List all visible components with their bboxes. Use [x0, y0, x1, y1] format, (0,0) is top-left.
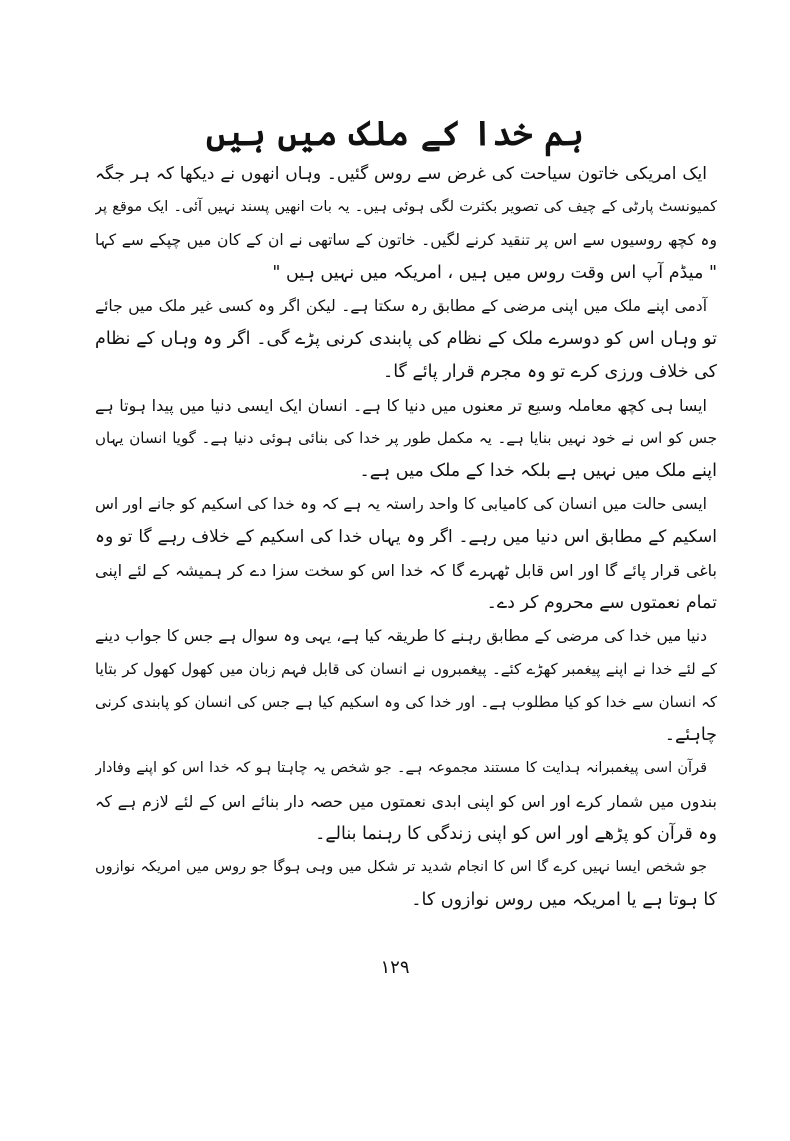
- paragraph: [95, 752, 717, 851]
- text-line: چاہئے۔: [664, 725, 717, 745]
- text-line: وہ قرآن کو پڑھے اور اس کو اپنی زندگی کا رہنما بنالے۔: [315, 824, 717, 844]
- text-line: ایسا ہی کچھ معاملہ وسیع تر معنوں میں دنیا کا ہے۔ انسان ایک ایسی دنیا میں پیدا ہوتا ہے: [95, 396, 707, 415]
- text-line: تو وہاں اس کو دوسرے ملک کے نظام کی پابندی کرنی پڑے گی۔ اگر وہ وہاں کے نظام: [95, 329, 717, 349]
- text-line: کا ہوتا ہے یا امریکہ میں روس نوازوں کا۔: [411, 890, 717, 910]
- text-line: وہ کچھ روسیوں سے اس پر تنقید کرنے لگیں۔ خاتون کے ساتھی نے ان کے کان میں چپکے سے کہا: [95, 231, 717, 249]
- text-line: تمام نعمتوں سے محروم کر دے۔: [486, 593, 717, 613]
- text-line: دنیا میں خدا کی مرضی کے مطابق رہنے کا طریقہ کیا ہے، یہی وہ سوال ہے جس کا جواب دینے: [95, 627, 707, 645]
- text-line: بندوں میں شمار کرے اور اس کو اپنی ابدی نعمتوں میں حصہ دار بنائے اس کے لئے لازم ہے کہ: [95, 792, 717, 811]
- text-line: کی خلاف ورزی کرے تو وہ مجرم قرار پائے گا۔: [382, 362, 717, 382]
- text-line: کہ انسان سے خدا کو کیا مطلوب ہے۔ اور خدا کی وہ اسکیم کیا ہے جس کی انسان کو پابندی کرنی: [95, 693, 717, 711]
- paragraph: [95, 620, 717, 752]
- paragraph: [95, 488, 717, 620]
- text-line: ایک امریکی خاتون سیاحت کی غرض سے روس گئیں۔ وہاں انھوں نے دیکھا کہ ہر جگہ: [95, 164, 707, 184]
- text-line: کے لئے خدا نے اپنے پیغمبر کھڑے کئے۔ پیغمبروں نے انسان کی قابل فہم زبان میں کھول کھول کر بتایا: [95, 660, 717, 678]
- text-line: " میڈم آپ اس وقت روس میں ہیں ، امریکہ میں نہیں ہیں ": [272, 263, 717, 283]
- text-line: باغی قرار پائے گا اور اس قابل ٹھہرے گا کہ خدا اس کو سخت سزا دے کر ہمیشہ کے لئے اپنی: [95, 561, 717, 580]
- paragraph: [95, 851, 717, 917]
- text-line: جس کو اس نے خود نہیں بنایا ہے۔ یہ مکمل طور پر خدا کی بنائی ہوئی دنیا ہے۔ گویا انسان یہاں: [95, 429, 717, 447]
- text-line: آدمی اپنے ملک میں اپنی مرضی کے مطابق رہ سکتا ہے۔ لیکن اگر وہ کسی غیر ملک میں جائے: [95, 297, 707, 315]
- text-line: اسکیم کے مطابق اس دنیا میں رہے۔ اگر وہ یہاں خدا کی اسکیم کے خلاف رہے گا تو وہ: [95, 527, 717, 547]
- paragraph: [95, 389, 717, 488]
- paragraph: [95, 158, 717, 290]
- text-line: ایسی حالت میں انسان کی کامیابی کا واحد راستہ یہ ہے کہ وہ خدا کی اسکیم کو جانے اور اس: [95, 495, 707, 513]
- page-title: ہم خدا کے ملک میں ہیں: [206, 114, 584, 154]
- article-body: [95, 158, 717, 917]
- page-number: ۱۲۹: [380, 957, 410, 978]
- paragraph: [95, 290, 717, 389]
- text-line: کمیونسٹ پارٹی کے چیف کی تصویر بکثرت لگی ہوئی ہیں۔ یہ بات انھیں پسند نہیں آئی۔ ایک موقع پر: [95, 199, 717, 215]
- text-line: قرآن اسی پیغمبرانہ ہدایت کا مستند مجموعہ ہے۔ جو شخص یہ چاہتا ہو کہ خدا اس کو اپنے وفادار: [95, 760, 707, 776]
- text-line: جو شخص ایسا نہیں کرے گا اس کا انجام شدید تر شکل میں وہی ہوگا جو روس میں امریکہ نوازوں: [95, 859, 707, 875]
- text-line: اپنے ملک میں نہیں ہے بلکہ خدا کے ملک میں ہے۔: [359, 461, 717, 481]
